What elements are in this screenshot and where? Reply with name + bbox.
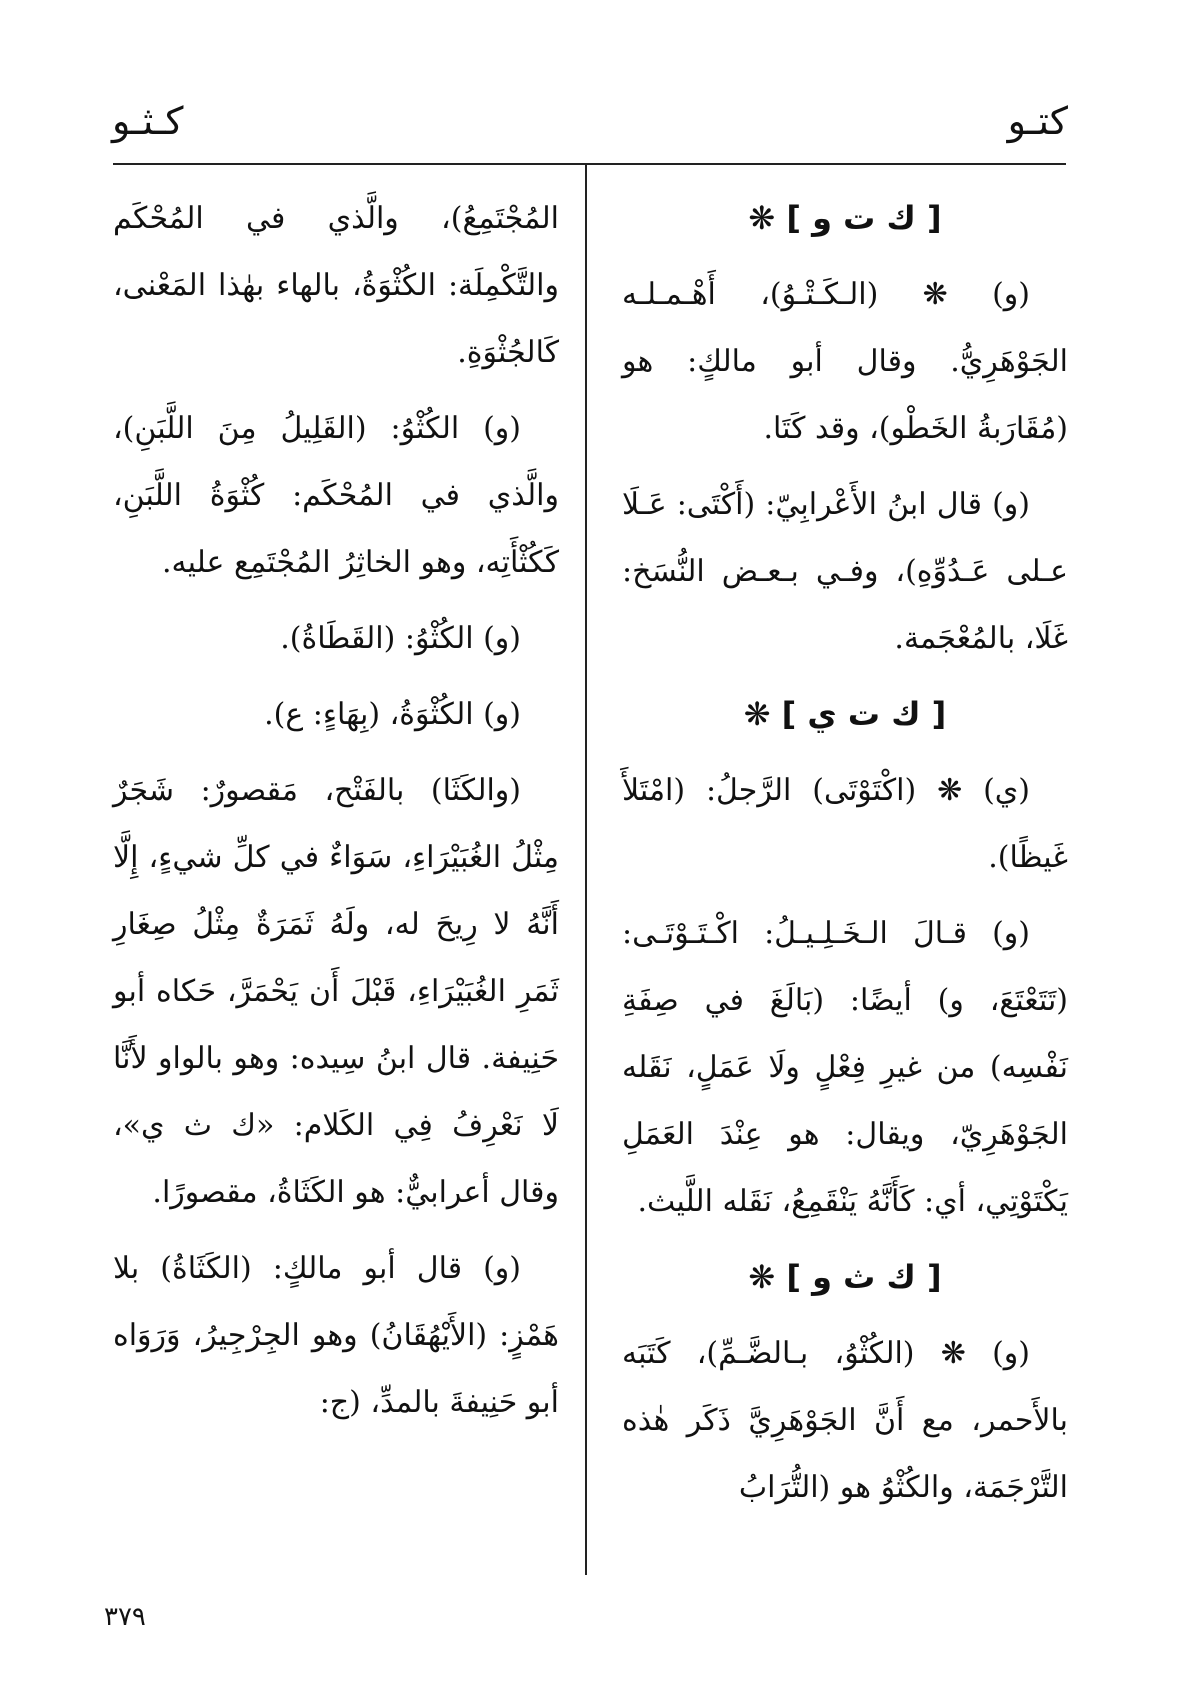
left-column [113,185,559,1445]
entry-paragraph: (والكَثَا) بالفَتْح، مَقصورٌ: شَجَرٌ مِثْلُ الغُبَيْرَاءِ، سَوَاءٌ في كلِّ شيءٍ، إِلَّا أَنَّهُ لا رِيحَ له، ولَهُ ثَمَرَةٌ مِثْلُ صِغَارِ ثَمَرِ الغُبَيْرَاءِ، قَبْلَ أَن يَحْمَرَّ، حَكاه أبو حَنِيفة. قال ابنُ سِيده: وهو بالواو لأَنَّا لَا نَعْرِفُ فِي الكَلام: «ك ث ي»، وقال أعرابيٌّ: هو الكَثَاةُ، مقصورًا. [113,773,559,1210]
entry-heading-k-t-w: [ ك ت و ] ❋ [748,199,942,237]
right-column [622,185,1068,1530]
entry-paragraph: (ي) ❋ (اكْتَوْتَى) الرَّجلُ: (امْتَلأَ غَيظًا). [622,773,1068,875]
column-separator [585,165,587,1575]
header-rule [113,163,1066,165]
entry-paragraph: (و) قال ابنُ الأَعْرابِيّ: (أَكْتَى: عَـلَا عـلى عَـدُوِّهِ)، وفـي بـعـض النُّسَخ: غَلَا، بالمُعْجَمة. [622,487,1068,656]
running-header-right: كتـو [1007,99,1068,143]
entry-paragraph: المُجْتَمِعُ)، والَّذي في المُحْكَم والتَّكْمِلَة: الكُثْوَةُ، بالهاء بهٰذا المَعْنى، كَالجُثْوَةِ. [113,201,559,370]
entry-paragraph: (و) قـالَ الـخَـلِـيـلُ: اكْـتَـوْتَـى: (تَتَعْتَعَ، و) أيضًا: (بَالَغَ في صِفَةِ نَفْسِه) من غيرِ فِعْلٍ ولَا عَمَلٍ، نَقَله الجَوْهَرِيّ، ويقال: هو عِنْدَ العَمَلِ يَكْتَوْتِي، أي: كَأَنَّهُ يَنْقَمِعُ، نَقَله اللَّيث. [622,916,1068,1219]
entry-paragraph: (و) ❋ (الكُثْوُ، بـالضَّـمِّ)، كَتَبَه بالأَحمر، مع أَنَّ الجَوْهَرِيَّ ذَكَر هٰذه التَّرْجَمَة، والكُثْوُ هو (التُّرَابُ [622,1336,1068,1505]
entry-paragraph: (و) الكُثْوُ: (القَطَاةُ). [280,621,521,656]
running-header-left: كـثـو [112,99,184,143]
entry-paragraph: (و) ❋ (الـكَـتْـوُ)، أَهْـمـلـه الجَوْهَرِيُّ. وقال أبو مالكٍ: هو (مُقَارَبةُ الخَطْو)، وقد كَتَا. [622,277,1068,446]
entry-heading-k-th-w: [ ك ث و ] ❋ [748,1258,942,1296]
entry-paragraph: (و) الكُثْوُ: (القَلِيلُ مِنَ اللَّبَنِ)، والَّذي في المُحْكَم: كُثْوَةُ اللَّبَنِ، كَكُثْأَتِه، وهو الخاثِرُ المُجْتَمِع عليه. [113,411,559,580]
entry-paragraph: (و) الكُثْوَةُ، (بِهَاءٍ: ع). [264,697,521,732]
entry-paragraph: (و) قال أبو مالكٍ: (الكَثَاةُ) بلا هَمْزٍ: (الأَيْهُقَانُ) وهو الجِرْجِيرُ، وَرَوَاه أبو حَنِيفةَ بالمدِّ، (ج: [113,1251,559,1420]
entry-heading-k-t-y: [ ك ت ي ] ❋ [743,695,947,733]
page-number: ٣٧٩ [104,1602,146,1632]
